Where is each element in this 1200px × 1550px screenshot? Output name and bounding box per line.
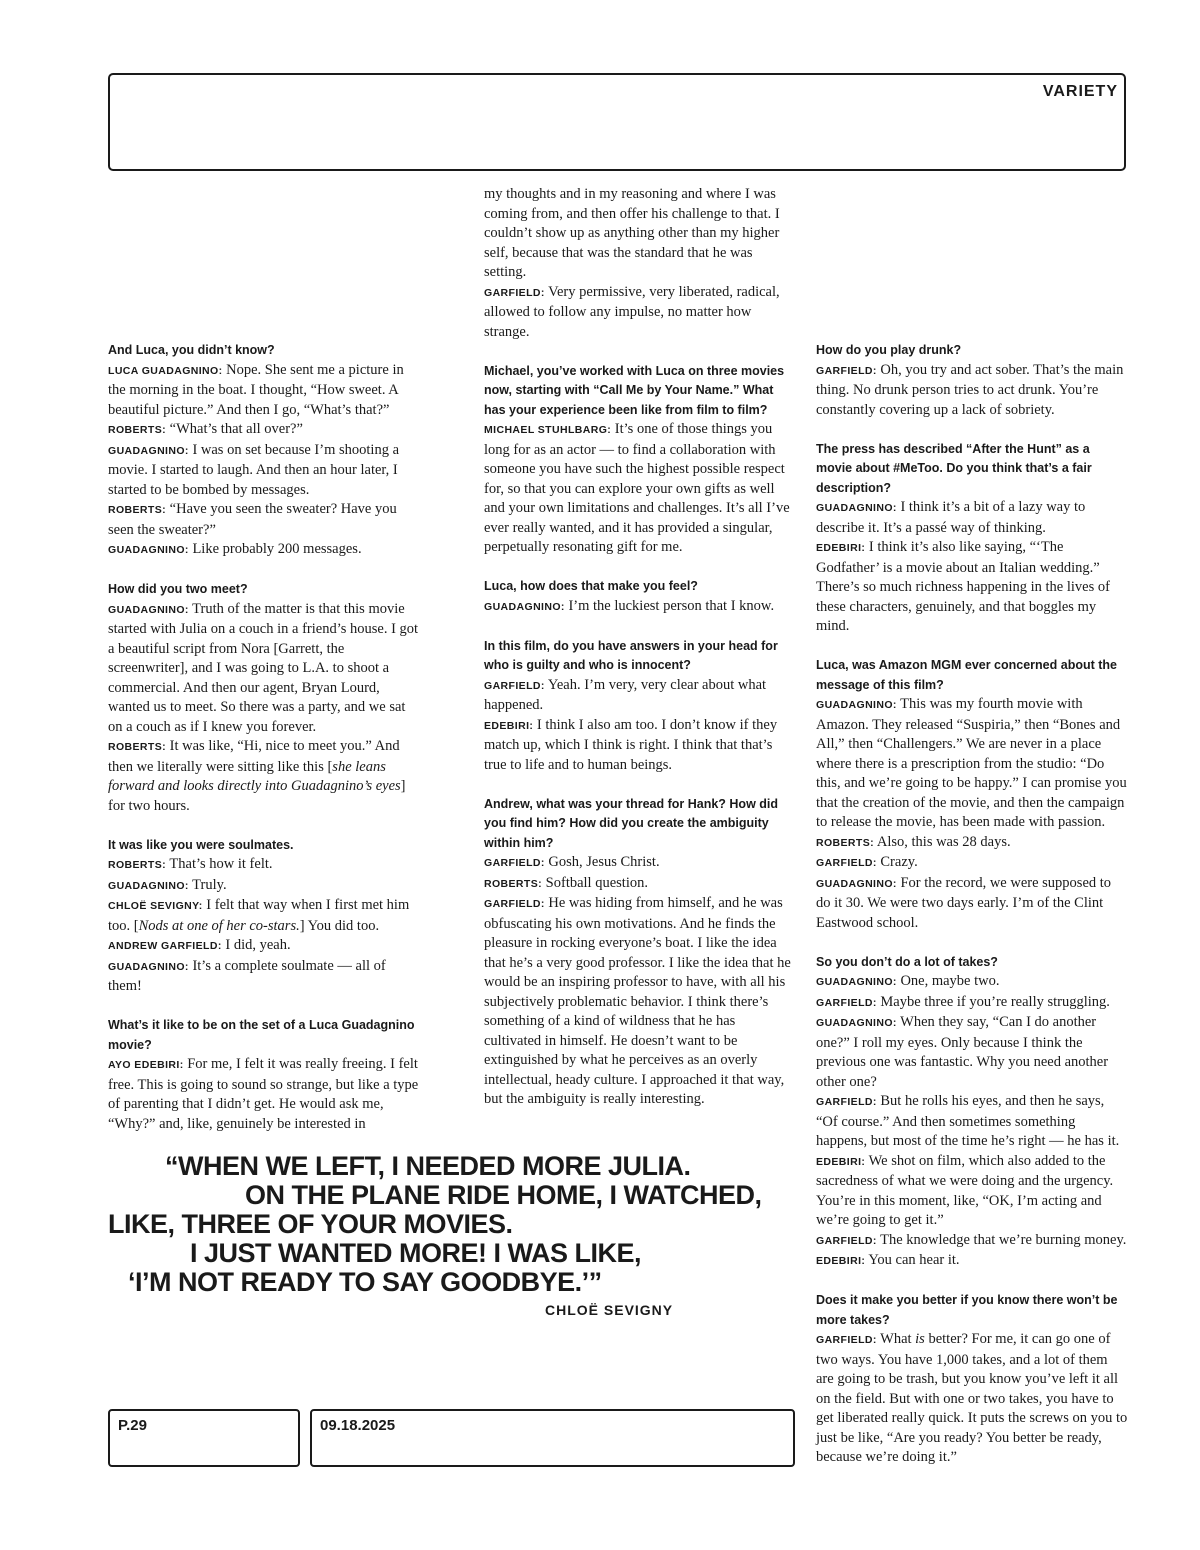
answer-text: Crazy.: [876, 854, 918, 870]
question-heading: What’s it like to be on the set of a Luca Guadagnino movie?: [108, 1018, 415, 1052]
answer-text: I was on set because I’m shooting a movie. I started to laugh. And then an hour later, I started to be bombed by messages.: [108, 441, 400, 498]
answer-paragraph: [108, 896, 420, 936]
column-left: [108, 341, 420, 1134]
answer-text: What: [876, 1331, 916, 1347]
answer-text: I think it’s also like saying, “‘The Godfather’ is a movie about an Italian wedding.” There’s so much richness happening in the lives of these characters, genuinely, and that boggles my mind.: [816, 539, 1110, 634]
answer-paragraph: [484, 597, 796, 618]
answer-text: One, maybe two.: [896, 973, 1000, 989]
answer-text: “What’s that all over?”: [166, 421, 303, 437]
answer-text: We shot on film, which also added to the sacredness of what we were doing and the urgency. You’re in this moment, like, “OK, I’m acting and we’re going to get it.”: [816, 1152, 1114, 1228]
column-right: [816, 341, 1128, 1468]
answer-continuation: my thoughts and in my reasoning and where I was coming from, and then offer his challenge to that. I couldn’t show up as anything other than my higher self, because that was the standard that he was setting.: [484, 186, 780, 280]
speaker-label: ROBERTS:: [108, 741, 167, 753]
pull-quote-line: ‘I’M NOT READY TO SAY GOODBYE.’”: [128, 1267, 602, 1297]
speaker-label: ROBERTS:: [108, 504, 167, 516]
answer-text: For the record, we were supposed to do it 30. We were two days early. I’m of the Clint Eastwood school.: [816, 874, 1112, 931]
answer-text: When they say, “Can I do another one?” I roll my eyes. Only because I think the previous one was fantastic. Why you need another other one?: [816, 1014, 1109, 1090]
answer-text: I felt that way when I first met him too. [: [108, 897, 410, 934]
answer-text: I think I also am too. I don’t know if they match up, which I think is right. I think that that’s true to life and to human beings.: [484, 716, 778, 773]
speaker-label: GUADAGNINO:: [816, 699, 897, 711]
answer-text: You can hear it.: [865, 1252, 960, 1268]
answer-paragraph: [108, 936, 420, 957]
question-heading: Michael, you’ve worked with Luca on three movies now, starting with “Call Me by Your Name.” What has your experience been like from film to film?: [484, 363, 785, 417]
answer-paragraph: [816, 538, 1128, 637]
answer-paragraph: [816, 972, 1128, 993]
speaker-label: GUADAGNINO:: [816, 877, 897, 890]
answer-paragraph: [816, 874, 1128, 934]
speaker-label: GUADAGNINO:: [108, 960, 189, 973]
answer-paragraph: [484, 283, 796, 343]
issue-date-box: [310, 1409, 795, 1467]
answer-paragraph: [816, 1231, 1128, 1252]
answer-text: Also, this was 28 days.: [874, 833, 1011, 850]
issue-date: 09.18.2025: [320, 1417, 396, 1434]
answer-text: But he rolls his eyes, and then he says, “Of course.” And then sometimes something happens, but most of the time he’s right — he has it.: [816, 1093, 1120, 1149]
answer-text: Oh, you try and act sober. That’s the main thing. No drunk person tries to act drunk. You’re constantly covering up a lack of sobriety.: [816, 361, 1124, 418]
answer-paragraph: [108, 420, 420, 441]
answer-paragraph: [108, 737, 420, 816]
answer-paragraph: [108, 855, 420, 876]
answer-paragraph: [484, 874, 796, 895]
column-middle: [484, 185, 796, 1110]
answer-paragraph: [108, 540, 420, 561]
question-heading: How do you play drunk?: [816, 343, 962, 357]
answer-paragraph: [816, 833, 1128, 854]
answer-paragraph: [108, 600, 420, 738]
speaker-label: GUADAGNINO:: [108, 603, 189, 616]
pull-quote-line: I JUST WANTED MORE! I WAS LIKE,: [190, 1238, 642, 1268]
speaker-label: ROBERTS:: [108, 859, 167, 871]
answer-text: “Have you seen the sweater? Have you seen the sweater?”: [108, 501, 397, 538]
answer-paragraph: [108, 500, 420, 540]
speaker-label: ROBERTS:: [816, 836, 875, 849]
speaker-label: GARFIELD:: [816, 857, 877, 869]
answer-paragraph: [108, 441, 420, 501]
question-heading: How did you two meet?: [108, 582, 248, 596]
answer-paragraph: [108, 957, 420, 997]
answer-text: It’s one of those things you long for as an actor — to find a collaboration with someone you have such the highest possible respect for, so that you can explore your own gifts as well and your own limitations and challenges. It’s all I’ve ever really wanted, and it has provided a singular, perpetually resonating gift for me.: [484, 421, 790, 555]
answer-text: Very permissive, very liberated, radical, allowed to follow any impulse, no matter how strange.: [484, 283, 780, 340]
answer-paragraph: [108, 361, 420, 421]
speaker-label: EDEBIRI:: [816, 1155, 866, 1168]
answer-text: This was my fourth movie with Amazon. They released “Suspiria,” then “Bones and All,” then “Challengers.” We are never in a place where there is a prescription from the studio: “Do this, and we’re going to be happy.” I can promise you that the creation of the movie, and then the campaign to release the movie, has been made with passion.: [816, 696, 1127, 830]
answer-paragraph: [816, 1330, 1128, 1468]
speaker-label: GUADAGNINO:: [816, 976, 897, 988]
answer-paragraph: [816, 695, 1128, 833]
answer-paragraph: [816, 1092, 1128, 1152]
answer-paragraph: [816, 853, 1128, 874]
pull-quote: [108, 1152, 788, 1297]
answer-text: better? For me, it can go one of two ways. You have 1,000 takes, and a lot of them are going to be trash, but you know you’ve left it all on the field. But with one or two takes, you have to get liberated really quick. It puts the screws on you to just be like, “Are you ready? You better be ready, because we’re doing it.”: [816, 1331, 1128, 1465]
pull-quote-line: ON THE PLANE RIDE HOME, I WATCHED,: [245, 1180, 762, 1210]
answer-text: He was hiding from himself, and he was obfuscating his own motivations. And he finds the pleasure in rocking everyone’s boat. I like the idea that he’s a very good professor. I like the idea that he would be an inspiring professor to have, with all his subjectively problematic behavior. I think there’s something of a kind of wildness that he has cultivated in himself. He doesn’t want to be extinguished by what he perceives as an overly intellectual, heady culture. I approached it that way, but the ambiguity is really interesting.: [484, 895, 791, 1107]
answer-text: For me, I felt it was really freeing. I felt free. This is going to sound so strange, but like a type of parenting that I didn’t get. He would ask me, “Why?” and, like, genuinely be interested in: [108, 1056, 419, 1132]
page-number-box: [108, 1409, 300, 1467]
answer-paragraph: [816, 1152, 1128, 1231]
speaker-label: GARFIELD:: [484, 857, 545, 869]
answer-text: Yeah. I’m very, very clear about what happened.: [484, 676, 767, 713]
speaker-label: GARFIELD:: [816, 364, 877, 377]
answer-paragraph: [484, 894, 796, 1110]
question-heading: Luca, how does that make you feel?: [484, 579, 698, 593]
speaker-label: CHLOË SEVIGNY:: [108, 900, 203, 912]
speaker-label: GARFIELD:: [484, 679, 545, 692]
answer-text: Softball question.: [542, 874, 648, 891]
speaker-label: EDEBIRI:: [816, 542, 866, 554]
speaker-label: ROBERTS:: [108, 424, 167, 436]
answer-text: That’s how it felt.: [166, 856, 273, 872]
question-heading: It was like you were soulmates.: [108, 837, 294, 852]
answer-text: It’s a complete soulmate — all of them!: [108, 957, 386, 994]
speaker-label: GARFIELD:: [484, 898, 545, 910]
answer-paragraph: [484, 853, 796, 874]
question-heading: In this film, do you have answers in your head for who is guilty and who is innocent?: [484, 638, 778, 672]
pull-quote-line: LIKE, THREE OF YOUR MOVIES.: [108, 1209, 513, 1239]
speaker-label: ROBERTS:: [484, 877, 543, 890]
answer-paragraph: [816, 993, 1128, 1014]
answer-text: Gosh, Jesus Christ.: [544, 854, 660, 870]
speaker-label: GARFIELD:: [484, 286, 545, 299]
speaker-label: GARFIELD:: [816, 1234, 877, 1247]
masthead-frame: [108, 73, 1126, 171]
speaker-label: GUADAGNINO:: [816, 1017, 897, 1029]
answer-paragraph: [484, 676, 796, 716]
stage-direction: she leans forward and looks directly into Guadagnino’s eyes: [108, 758, 401, 794]
emphasis-text: is: [915, 1331, 925, 1347]
speaker-label: GARFIELD:: [816, 996, 877, 1009]
answer-paragraph: [816, 498, 1128, 538]
answer-paragraph: [816, 361, 1128, 421]
question-heading: And Luca, you didn’t know?: [108, 343, 275, 357]
speaker-label: GUADAGNINO:: [108, 879, 189, 892]
answer-paragraph: [484, 716, 796, 776]
pull-quote-attribution: CHLOË SEVIGNY: [545, 1302, 674, 1318]
answer-text: Maybe three if you’re really struggling.: [876, 993, 1110, 1010]
speaker-label: GUADAGNINO:: [484, 600, 565, 613]
answer-text: It was like, “Hi, nice to meet you.” And then we literally were sitting like this [: [108, 738, 400, 775]
question-heading: The press has described “After the Hunt” as a movie about #MeToo. Do you think that’s a fair description?: [816, 441, 1092, 495]
answer-text: I did, yeah.: [221, 937, 291, 953]
speaker-label: GARFIELD:: [816, 1096, 877, 1108]
question-heading: So you don’t do a lot of takes?: [816, 954, 998, 969]
question-heading: Does it make you better if you know there won’t be more takes?: [816, 1293, 1118, 1327]
speaker-label: GUADAGNINO:: [816, 502, 897, 514]
answer-text: I’m the luckiest person that I know.: [564, 597, 775, 614]
answer-paragraph: [816, 1251, 1128, 1272]
masthead-logo: VARIETY: [1042, 83, 1118, 100]
answer-paragraph: [484, 420, 796, 558]
answer-text: Like probably 200 messages.: [188, 541, 362, 557]
speaker-label: EDEBIRI:: [816, 1255, 866, 1267]
answer-paragraph: [816, 1013, 1128, 1092]
speaker-label: MICHAEL STUHLBARG:: [484, 424, 612, 436]
stage-direction: Nods at one of her co-stars.: [138, 917, 300, 934]
answer-paragraph: [108, 876, 420, 897]
answer-text: I think it’s a bit of a lazy way to describe it. It’s a passé way of thinking.: [816, 499, 1086, 536]
speaker-label: GARFIELD:: [816, 1334, 877, 1346]
answer-paragraph: [108, 1055, 420, 1134]
answer-text: Truly.: [188, 876, 227, 893]
speaker-label: GUADAGNINO:: [108, 444, 189, 457]
speaker-label: LUCA GUADAGNINO:: [108, 364, 223, 377]
answer-text: The knowledge that we’re burning money.: [876, 1231, 1127, 1248]
answer-text: Nope. She sent me a picture in the morning in the boat. I thought, “How sweet. A beautiful picture.” And then I go, “What’s that?”: [108, 361, 404, 418]
speaker-label: ANDREW GARFIELD:: [108, 940, 222, 952]
answer-text: ] for two hours.: [108, 778, 406, 814]
question-heading: Andrew, what was your thread for Hank? How did you find him? How did you create the ambiguity within him?: [484, 796, 779, 850]
speaker-label: AYO EDEBIRI:: [108, 1059, 184, 1071]
answer-text: Truth of the matter is that this movie started with Julia on a couch in a friend’s house. I got a beautiful script from Nora [Garrett, the screenwriter], and I was going to L.A. to shoot a commercial. And then our agent, Bryan Lourd, wanted us to meet. So there was a party, and we sat on a couch as if I knew you forever.: [108, 600, 419, 735]
speaker-label: GUADAGNINO:: [108, 544, 189, 556]
page-number: P.29: [118, 1417, 147, 1434]
pull-quote-line: “WHEN WE LEFT, I NEEDED MORE JULIA.: [165, 1151, 691, 1181]
speaker-label: EDEBIRI:: [484, 719, 534, 732]
answer-text: ] You did too.: [299, 917, 380, 934]
question-heading: Luca, was Amazon MGM ever concerned about the message of this film?: [816, 658, 1117, 692]
